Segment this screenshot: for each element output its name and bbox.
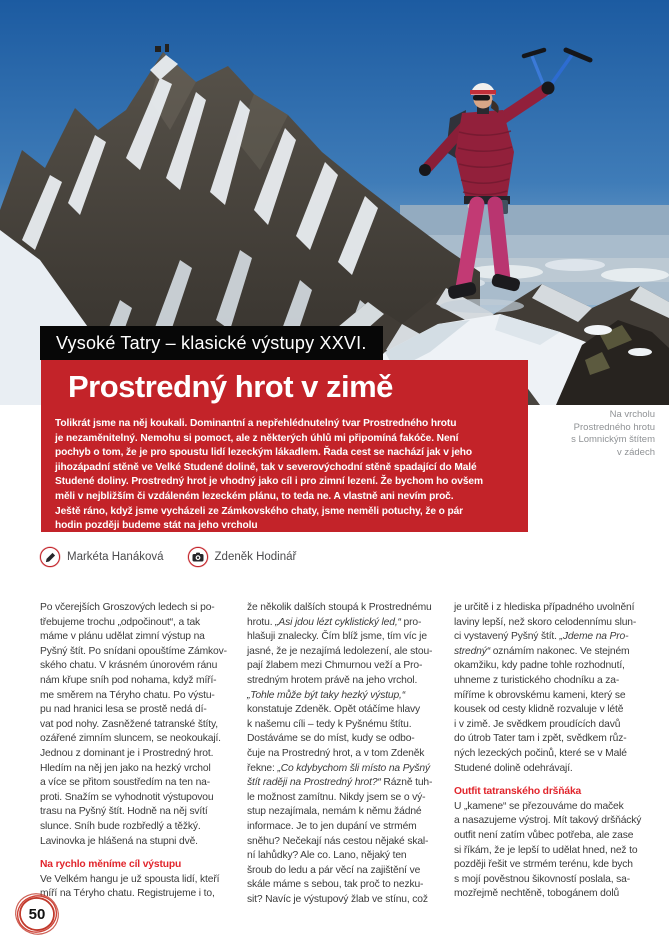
text-line: konstatuje Zdeněk. Opět otáčíme hlavy xyxy=(247,704,421,716)
text-line: pu nad hranici lesa se prostě nedá dí- xyxy=(40,704,207,716)
text-line: čuje na Prostredný hrot, a v tom Zdeněk xyxy=(247,747,425,759)
text-line: Tolikrát jsme na něj koukali. Dominantní a nepřehlédnutelný tvar Prostredného hrotu xyxy=(55,418,457,429)
text-line: U „kamene“ se přezouváme do maček xyxy=(454,800,624,812)
text-line: Prostredného hrotu xyxy=(573,421,655,433)
text-line: informace. Je to jen dupání ve strmém xyxy=(247,820,417,832)
text-line: jasné, že je nezajímá ledolezení, ale stou- xyxy=(247,645,433,657)
text-line: a nasazujeme výstroj. Mít takový dršňácký xyxy=(454,815,642,827)
series-title: Vysoké Tatry – klasické výstupy XXVI. xyxy=(56,332,367,353)
text-line: Pyšný štít. Po snídani opouštíme Zámkov- xyxy=(40,645,227,657)
text-line: Ještě ráno, když jsme vycházeli ze Zámkovského chaty, jsme neměli potuchy, že o pár xyxy=(55,505,464,517)
text-line: šroub do ledu a pár věcí na zajištění ve xyxy=(247,864,421,876)
text-line: s Lomnickým štítem xyxy=(571,434,655,445)
text-line: Po včerejších Groszových ledech si po- xyxy=(40,602,215,613)
text-line: ského chatu. V krásném únorovém ránu xyxy=(40,660,218,672)
text-line: stredný“ oznámím nakonec. Ve stejném xyxy=(454,645,630,657)
text-line: hlašuji znalecky. Čím blíž jsme, tím víc je xyxy=(247,631,427,643)
column-1 xyxy=(40,601,237,907)
text-line: vat pod nohy. Zasněžené tatranské štíty, xyxy=(40,718,218,730)
article-body xyxy=(40,601,652,907)
text-line: ných lezeckých počinů, které se v Malé xyxy=(454,747,627,759)
text-line: slunce. Sníh bude rozbředlý a těžký. xyxy=(40,820,201,832)
text-line: Dostáváme se do míst, kudy se odbo- xyxy=(247,733,415,745)
text-line: hrotu. „Asi jdou lézt cyklistický led,“ pro- xyxy=(247,616,422,628)
text-line: v zádech xyxy=(616,446,655,458)
photographer-name: Zdeněk Hodinář xyxy=(214,551,297,563)
text-line: že několik dalších stoupá k Prostrednému xyxy=(247,602,432,613)
text-line xyxy=(454,776,651,785)
text-line: ozářené zimním sluncem, se neokoukají. xyxy=(40,733,221,745)
column-subheading: Outfit tatranského dršňáka xyxy=(454,786,582,798)
photographer-credit xyxy=(188,547,297,567)
text-line: le možnost zamítnu. Nikdy jsem se o vý- xyxy=(247,791,426,803)
text-line: je určitě i z hlediska případného uvolnění xyxy=(454,602,635,613)
text-line: trasu na Pyšný štít. Hodně na něj svítí xyxy=(40,806,208,818)
text-line: nám křupe sníh pod nohama, když míří- xyxy=(40,674,217,686)
text-line: později řešit ve strmém terénu, kde bych xyxy=(454,859,633,871)
text-line: laviny lepší, než skoro celodennímu slun- xyxy=(454,616,637,628)
text-line: si říkám, že je lepší to udělat hned, než to xyxy=(454,844,638,856)
page-number: 50 xyxy=(28,906,46,923)
text-line: proti. Snažím se vyhodnotit výstupovou xyxy=(40,791,214,803)
text-line: míří na Téryho chatu. Registrujeme i to, xyxy=(40,888,215,900)
text-line: Ve Velkém hangu je už spousta lidí, kteří xyxy=(40,873,220,885)
intro-paragraph xyxy=(41,405,528,534)
text-line: štít raději na Prostredný hrot?“ Rázně tuh- xyxy=(247,777,433,789)
column-2 xyxy=(247,601,444,907)
text-line: Jednou z dominant je i Prostredný hrot. xyxy=(40,747,214,759)
text-line: outfit není zatím vůbec potřeba, ale zase xyxy=(454,829,634,841)
text-line: Na vrcholu xyxy=(609,409,655,420)
text-line: mozřejmě nechtěně, tobogánem dolů xyxy=(454,888,620,900)
camera-icon xyxy=(188,547,208,567)
text-line: kousek od cesty klidně rozvaluje v létě xyxy=(454,704,624,716)
text-line xyxy=(40,849,237,858)
text-line: třebujeme trochu „odpočinout“, a tak xyxy=(40,616,201,628)
credits-row xyxy=(40,547,296,567)
text-line: „Tohle může být taky hezký výstup,“ xyxy=(247,689,406,701)
text-line: Hledím na něj jen jako na hezký vrchol xyxy=(40,762,211,774)
text-line: měli v nejbližším či vzdáleném lezeckém plánu, to teda ne. A vlastně ani nevím proč. xyxy=(55,490,454,502)
title-block xyxy=(41,360,528,532)
text-line: hodin později budeme stát na jeho vrcholu xyxy=(55,520,258,532)
text-line: Studené doliny. Prostredný hrot je vhodný jako cíl i pro zimní lezení. Že bychom ho ovšem xyxy=(55,476,483,488)
text-line: uhneme z turistického chodníku a za- xyxy=(454,674,620,686)
series-banner xyxy=(40,326,383,360)
text-line: stup nezajímala, nemám k němu žádné xyxy=(247,806,422,818)
text-line: ci vystavený Pyšný štít. „Jdeme na Pro- xyxy=(454,631,629,643)
text-line: s mojí pověstnou šikovností poslala, sa- xyxy=(454,873,631,885)
text-line: Studené dolině odehrávají. xyxy=(454,762,573,774)
text-line: i v zimě. Je svědkem proudících davů xyxy=(454,718,621,730)
text-line: řekne: „Co kdybychom šli místo na Pyšný xyxy=(247,762,431,774)
text-line: pají žlabem mezi Chmurnou veží a Pro- xyxy=(247,660,423,672)
text-line: sit? Navíc je výstupový žlab ve stínu, což xyxy=(247,893,428,905)
text-line: jihozápadní stěně ve Velké Studené dolině, tak v severovýchodní stěně spadající do Malé xyxy=(55,461,477,473)
text-line: a více se přitom soustředím na ten na- xyxy=(40,777,211,789)
photo-caption xyxy=(535,409,655,459)
page-number-badge xyxy=(12,889,62,939)
text-line: do útrob Tater tam i zpět, svědkem růz- xyxy=(454,733,627,745)
article-title: Prostredný hrot v zimě xyxy=(68,369,393,404)
pen-icon xyxy=(40,547,60,567)
text-line: okamžiku, kdy padne tohle rozhodnutí, xyxy=(454,660,625,672)
text-line: k našemu cíli – tedy k Pyšnému štítu. xyxy=(247,718,412,730)
text-line: stredným hrotem právě na jeho vrchol. xyxy=(247,674,418,686)
text-line: Lavinovka je hlášená na stupni dvě. xyxy=(40,835,198,847)
text-line: je nezaměnitelný. Nemohu si pomoct, ale z některých úhlů mi připomíná fakóče. Není xyxy=(55,432,459,444)
text-line: sněhu? Nečekají nás cestou nějaké skal- xyxy=(247,835,429,847)
text-line: ní lahůdky? Ale co. Lano, nějaký ten xyxy=(247,850,407,862)
text-line: me směrem na Téryho chatu. Po výstu- xyxy=(40,689,215,701)
author-credit xyxy=(40,547,164,567)
text-line: skále máme s sebou, tak proč to nezku- xyxy=(247,879,424,891)
text-line: máme v plánu udělat zimní výstup na xyxy=(40,631,205,643)
text-line: míříme k obrovskému kameni, který se xyxy=(454,689,626,701)
column-3 xyxy=(454,601,651,907)
author-name: Markéta Hanáková xyxy=(67,551,164,563)
column-subheading: Na rychlo měníme cíl výstupu xyxy=(40,859,182,871)
text-line: pochyb o tom, že je pro spoustu lidí lezeckým lákadlem. Řada cest se nachází jak v jeho xyxy=(55,447,473,459)
